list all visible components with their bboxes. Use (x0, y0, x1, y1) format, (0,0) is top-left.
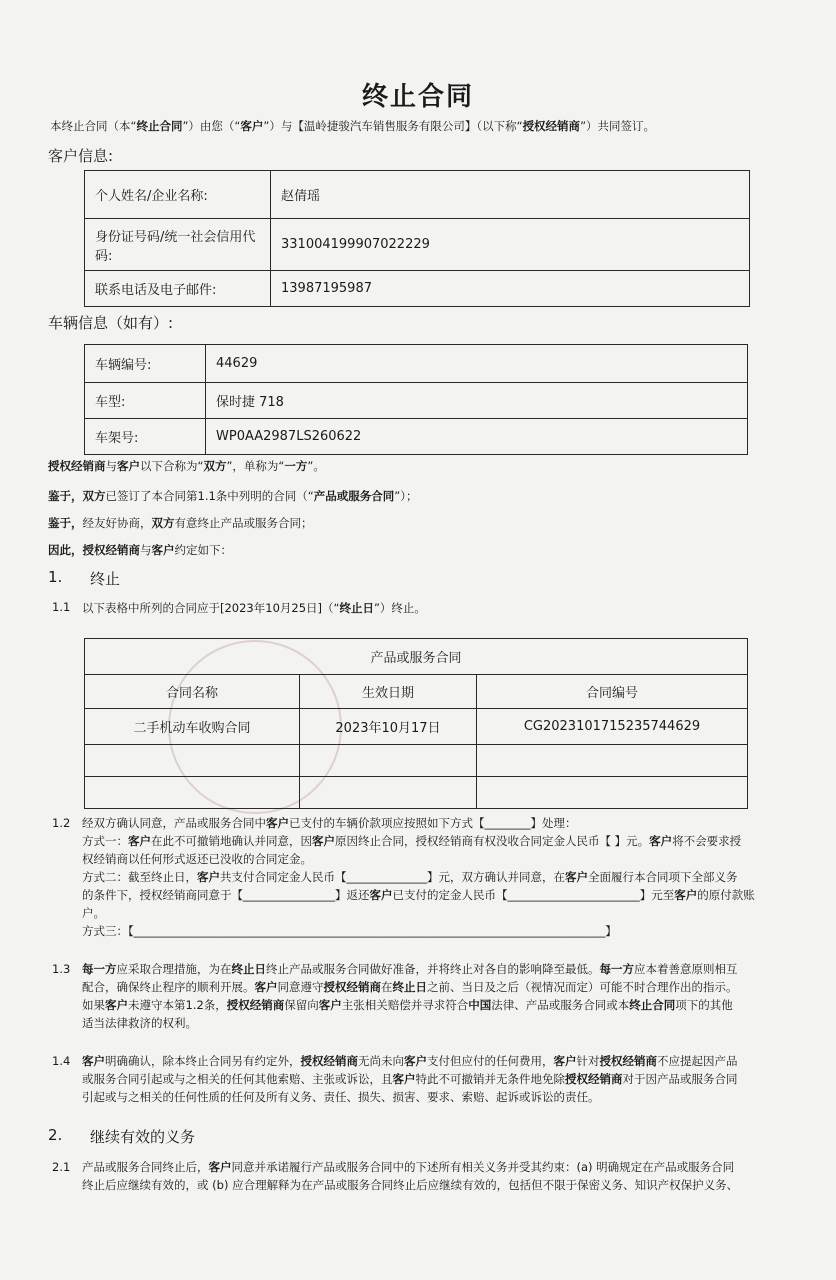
text: 之前、当日及之后（视情况而定）可能不时合理作出的指示。 (427, 980, 738, 994)
text: 方式一： (82, 834, 128, 848)
clause-2-1-text (82, 1158, 812, 1194)
customer-info-table (84, 170, 750, 307)
intro-paragraph (50, 118, 810, 135)
contract-number-cell (477, 777, 748, 809)
text: 有意终止产品或服务合同； (174, 516, 313, 530)
term: 授权经销商 (48, 459, 106, 473)
page-title: 终止合同 (361, 82, 474, 112)
text: 产品或服务合同终止后， (82, 1160, 209, 1174)
clause-line (82, 1070, 812, 1088)
text: 无尚未向 (358, 1054, 404, 1068)
term: 客户 (208, 1160, 232, 1174)
column-header-number: 合同编号 (477, 675, 748, 709)
text: 适当法律救济的权利。 (82, 1016, 197, 1030)
term: 双方 (82, 489, 106, 503)
clause-1-3-text (82, 960, 812, 1032)
clause-line (82, 1052, 812, 1070)
vehicle-model-value: 保时捷 718 (206, 383, 748, 419)
clause-1-4-number: 1.4 (52, 1054, 71, 1068)
table-row (85, 271, 750, 307)
text: 已支付的车辆价款项应按照如下方式【________】处理： (289, 816, 577, 830)
customer-contact-value: 13987195987 (271, 271, 750, 307)
text: ”）终止。 (373, 601, 426, 615)
clause-line (82, 978, 812, 996)
text: 方式二：截至终止日， (82, 870, 197, 884)
text: ”）； (394, 489, 418, 503)
text: 针对 (576, 1054, 600, 1068)
text: 保留向 (284, 998, 319, 1012)
text: 应采取合理措施，为在 (116, 962, 232, 976)
text: 在此不可撤销地确认并同意，因 (151, 834, 312, 848)
clause-line (82, 814, 802, 832)
term: 授权经销商 (323, 980, 381, 994)
text: 配合，确保终止程序的顺利开展。 (82, 980, 255, 994)
intro-text: ”）与【温岭捷骏汽车销售服务有限公司】（以下称“ (263, 119, 523, 133)
term: 客户 (128, 834, 151, 848)
text: 同意并承诺履行产品或服务合同中的下述所有相关义务并受其约束：(a) 明确规定在产品或服务合同 (231, 1160, 735, 1174)
term: 客户 (117, 459, 140, 473)
clause-line (82, 868, 802, 886)
table-row (85, 777, 748, 809)
term: 每一方 (599, 962, 634, 976)
term: 客户 (369, 888, 393, 902)
section-1-title: 终止 (90, 570, 121, 588)
vehicle-info-table (84, 344, 748, 455)
table-row (85, 745, 748, 777)
whereas-2 (48, 515, 313, 532)
term: 终止日 (339, 601, 374, 615)
term: 授权经销商 (599, 1054, 657, 1068)
term: 鉴于， (48, 516, 83, 530)
vehicle-number-value: 44629 (206, 345, 748, 383)
clause-1-1-number: 1.1 (52, 600, 71, 614)
text: 原因终止合同，授权经销商有权没收合同定金人民币【 】元。 (335, 834, 650, 848)
vehicle-model-label: 车型: (85, 383, 206, 419)
clause-line (82, 960, 812, 978)
term: 终止日 (392, 980, 427, 994)
clause-line (82, 1158, 812, 1176)
vehicle-heading: 车辆信息（如有）: (48, 314, 174, 332)
term: 中国 (468, 998, 492, 1012)
contract-number-cell: CG2023101715235744629 (477, 709, 748, 745)
text: 全面履行本合同项下全部义务 (588, 870, 738, 884)
table-row (85, 171, 750, 219)
parties-paragraph (48, 458, 325, 475)
text: 对于因产品或服务合同 (622, 1072, 738, 1086)
term: 客户 (82, 1054, 105, 1068)
term: 终止日 (231, 962, 266, 976)
term: 客户 (197, 870, 220, 884)
text: 如果 (82, 998, 105, 1012)
whereas-1 (48, 488, 417, 505)
clause-1-2-text (82, 814, 802, 940)
table-row (85, 345, 748, 383)
text: 已签订了本合同第1.1条中列明的合同（“ (105, 489, 314, 503)
intro-term: 客户 (240, 119, 264, 133)
text: 以下合称为“ (140, 459, 204, 473)
clause-1-2-number: 1.2 (52, 816, 71, 830)
table-row (85, 675, 748, 709)
section-1-number: 1. (48, 568, 63, 586)
clause-line (82, 1088, 812, 1106)
contract-date-cell (300, 777, 477, 809)
term: 客户 (404, 1054, 427, 1068)
clause-1-4-text (82, 1052, 812, 1106)
clause-line (82, 832, 802, 850)
text: 特此不可撤销并无条件地免除 (415, 1072, 565, 1086)
term: 客户 (312, 834, 335, 848)
text: 不应提起因产品 (657, 1054, 738, 1068)
vehicle-vin-label: 车架号: (85, 419, 206, 455)
text: ”。 (307, 459, 325, 473)
clause-2-1-number: 2.1 (52, 1160, 71, 1174)
clause-1-1-text (82, 600, 426, 617)
clause-line (82, 850, 802, 868)
contract-name-cell (85, 745, 300, 777)
text: ”，单称为“ (226, 459, 285, 473)
table-row (85, 639, 748, 675)
customer-contact-label: 联系电话及电子邮件: (85, 271, 271, 307)
term: 客户 (565, 870, 588, 884)
text: 终止后应继续有效的，或 (b) 应合理解释为在产品或服务合同终止后应继续有效的，包括但不限于保密义务、知识产权保护义务、 (82, 1178, 739, 1192)
customer-id-value: 331004199907022229 (271, 219, 750, 271)
term: 客户 (151, 543, 175, 557)
term: 客户 (674, 888, 698, 902)
term: 授权经销商 (300, 1054, 358, 1068)
term: 客户 (105, 998, 128, 1012)
text: 与 (140, 543, 152, 557)
table-row (85, 419, 748, 455)
term: 因此，授权经销商 (48, 543, 140, 557)
clause-line (82, 904, 802, 922)
text: 约定如下： (174, 543, 232, 557)
term: 终止合同 (629, 998, 676, 1012)
text: 的条件下，授权经销商同意于【________________】返还 (82, 888, 370, 902)
term: 客户 (266, 816, 289, 830)
contract-table-caption: 产品或服务合同 (85, 639, 748, 675)
text: 权经销商以任何形式返还已没收的合同定金。 (82, 852, 312, 866)
text: 支付但应付的任何费用， (427, 1054, 554, 1068)
term: 授权经销商 (226, 998, 285, 1012)
term: 产品或服务合同 (313, 489, 395, 503)
text: 与 (105, 459, 117, 473)
text: 经双方确认同意，产品或服务合同中 (82, 816, 266, 830)
contract-name-cell (85, 777, 300, 809)
term: 客户 (318, 998, 342, 1012)
customer-name-label: 个人姓名/企业名称: (85, 171, 271, 219)
table-row (85, 219, 750, 271)
text: 户。 (82, 906, 105, 920)
clause-line (82, 1176, 812, 1194)
text: 终止产品或服务合同做好准备，并将终止对各自的影响降至最低。 (266, 962, 600, 976)
contract-table (84, 638, 748, 809)
clause-1-3-number: 1.3 (52, 962, 71, 976)
term: 鉴于， (48, 489, 83, 503)
text: 方式三：【__________________________________________________________________________________】 (82, 924, 617, 938)
term: 客户 (553, 1054, 577, 1068)
text: 主张相关赔偿并寻求符合 (341, 998, 469, 1012)
table-row (85, 383, 748, 419)
term: 授权经销商 (565, 1072, 623, 1086)
text: 应本着善意原则相互 (634, 962, 738, 976)
customer-heading: 客户信息: (48, 147, 114, 165)
text: 共支付合同定金人民币【______________】元，双方确认并同意，在 (220, 870, 565, 884)
term: 客户 (649, 834, 673, 848)
term: 双方 (151, 516, 175, 530)
text: 将不会要求授 (672, 834, 742, 848)
clause-line (82, 1014, 812, 1032)
text: 引起或与之相关的任何性质的任何及所有义务、责任、损失、损害、要求、索赔、起诉或诉讼的责任。 (82, 1090, 600, 1104)
table-row (85, 709, 748, 745)
vehicle-vin-value: WP0AA2987LS260622 (206, 419, 748, 455)
customer-id-label: 身份证号码/统一社会信用代码: (85, 219, 271, 271)
intro-term: 终止合同 (136, 119, 183, 133)
customer-name-value: 赵倩瑶 (271, 171, 750, 219)
contract-date-cell (300, 745, 477, 777)
text: 经友好协商， (82, 516, 152, 530)
text: 以下表格中所列的合同应于[2023年10月25日]（“ (82, 601, 340, 615)
intro-text: 本终止合同（本“ (50, 119, 137, 133)
section-2-title: 继续有效的义务 (90, 1128, 196, 1146)
column-header-name: 合同名称 (85, 675, 300, 709)
term: 每一方 (82, 962, 117, 976)
text: 明确确认，除本终止合同另有约定外， (105, 1054, 301, 1068)
contract-name-cell: 二手机动车收购合同 (85, 709, 300, 745)
text: 法律、产品或服务合同或本 (491, 998, 630, 1012)
column-header-date: 生效日期 (300, 675, 477, 709)
clause-line (82, 996, 812, 1014)
term: 客户 (392, 1072, 416, 1086)
text: 已支付的定金人民币【_______________________】元至 (392, 888, 675, 902)
vehicle-number-label: 车辆编号: (85, 345, 206, 383)
text: 项下的其他 (675, 998, 733, 1012)
term: 一方 (284, 459, 308, 473)
term: 客户 (254, 980, 278, 994)
text: 或服务合同引起或与之相关的任何其他索赔、主张或诉讼，且 (82, 1072, 393, 1086)
text: 未遵守本第1.2条， (128, 998, 227, 1012)
term: 双方 (203, 459, 227, 473)
intro-term: 授权经销商 (522, 119, 581, 133)
section-2-number: 2. (48, 1126, 63, 1144)
clause-line (82, 886, 802, 904)
intro-text: ”）共同签订。 (580, 119, 656, 133)
intro-text: ”）由您（“ (182, 119, 241, 133)
text: 的原付款账 (697, 888, 755, 902)
contract-number-cell (477, 745, 748, 777)
text: 在 (381, 980, 393, 994)
contract-date-cell: 2023年10月17日 (300, 709, 477, 745)
text: 同意遵守 (277, 980, 324, 994)
therefore-paragraph (48, 542, 232, 559)
clause-line (82, 922, 802, 940)
